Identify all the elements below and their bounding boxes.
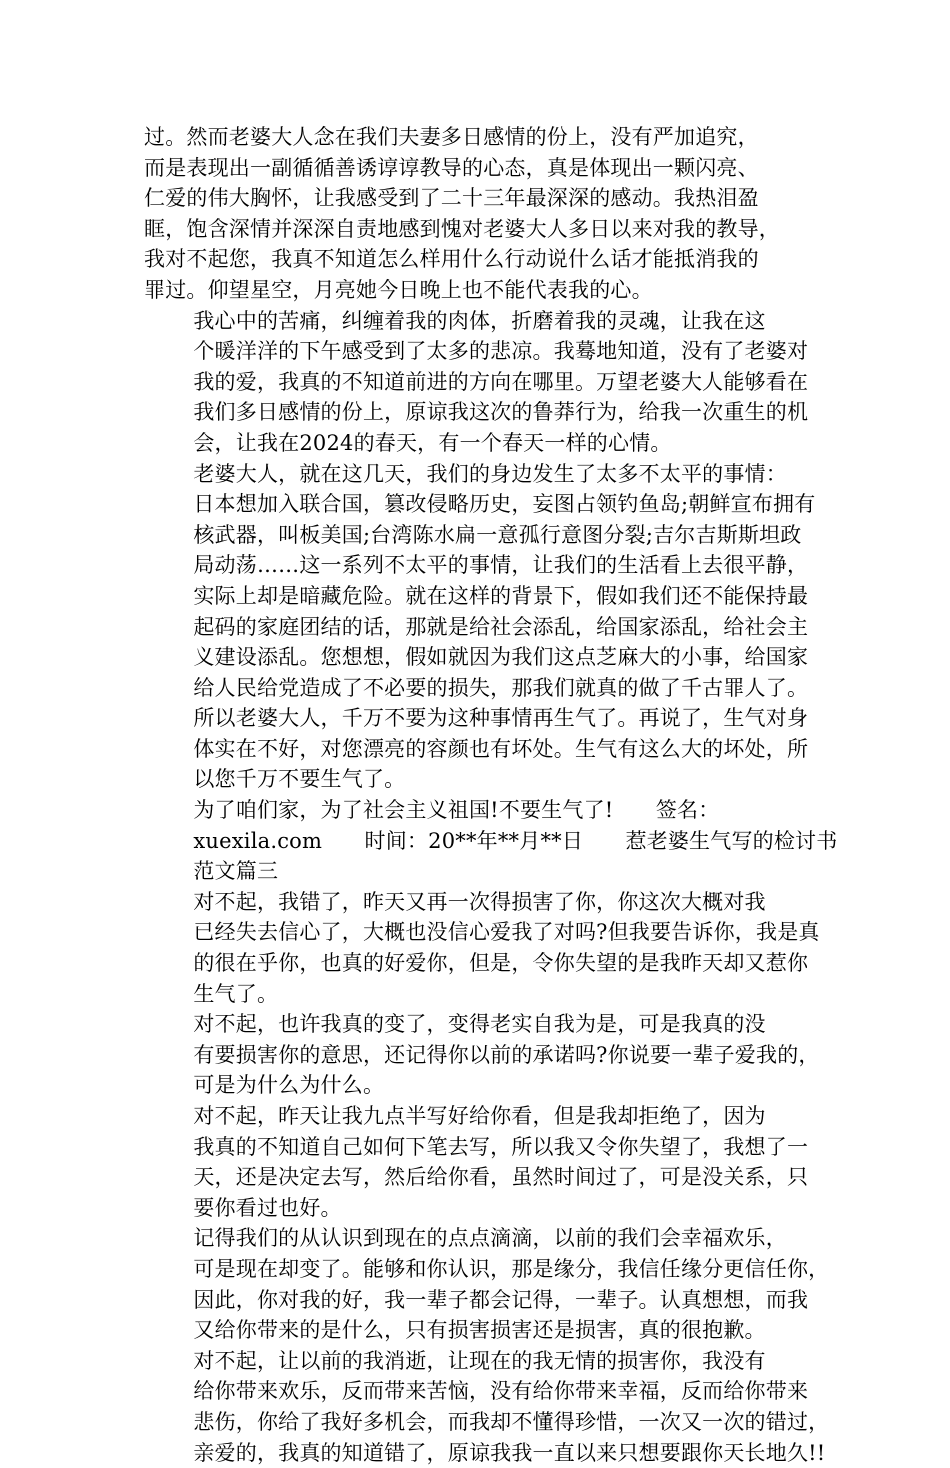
text-line: 对不起，我错了，昨天又再一次得损害了你，你这次大概对我 [193, 889, 766, 914]
text-line: 局动荡……这一系列不太平的事情，让我们的生活看上去很平静， [193, 553, 809, 578]
paragraph [144, 459, 834, 796]
text-line: 对不起，昨天让我九点半写好给你看，但是我却拒绝了，因为 [193, 1104, 766, 1128]
paragraph [144, 122, 834, 306]
text-line: 已经失去信心了，大概也没信心爱我了对吗?但我要告诉你，我是真 [193, 920, 820, 945]
text-line: xuexila.com 时间：20**年**月**日 惹老婆生气写的检讨书 [193, 828, 838, 853]
text-line: 天，还是决定去写，然后给你看，虽然时间过了，可是没关系，只 [193, 1165, 809, 1190]
text-line: 对不起，也许我真的变了，变得老实自我为是，可是我真的没 [193, 1012, 766, 1037]
text-line: 老婆大人，就在这几天，我们的身边发生了太多不太平的事情： [193, 461, 787, 486]
text-line: 悲伤，你给了我好多机会，而我却不懂得珍惜，一次又一次的错过， [193, 1409, 830, 1434]
paragraph [144, 1223, 834, 1345]
text-line: 为了咱们家，为了社会主义祖国!不要生气了! 签名： [193, 798, 720, 823]
text-line: 仁爱的伟大胸怀，让我感受到了二十三年最深深的感动。我热泪盈 [144, 186, 759, 211]
text-line: 可是为什么为什么。 [193, 1073, 385, 1098]
text-line: 有要损害你的意思，还记得你以前的承诺吗?你说要一辈子爱我的， [193, 1042, 820, 1067]
text-line: 我对不起您，我真不知道怎么样用什么行动说什么话才能抵消我的 [144, 247, 759, 272]
text-line: 我心中的苦痛，纠缠着我的肉体，折磨着我的灵魂，让我在这 [193, 308, 766, 333]
text-line: 范文篇三 [193, 859, 279, 884]
text-line: 可是现在却变了。能够和你认识，那是缘分，我信任缘分更信任你， [193, 1256, 830, 1281]
text-line: 以您千万不要生气了。 [193, 767, 406, 792]
text-line: 亲爱的，我真的知道错了，原谅我我一直以来只想要跟你天长地久!! [193, 1440, 826, 1465]
text-line: 义建设添乱。您想想，假如就因为我们这点芝麻大的小事，给国家 [193, 645, 809, 670]
text-line: 又给你带来的是什么，只有损害损害还是损害，真的很抱歉。 [193, 1318, 766, 1343]
paragraph [144, 1346, 834, 1468]
text-line: 而是表现出一副循循善诱谆谆教导的心态，真是体现出一颗闪亮、 [144, 155, 759, 180]
paragraph [144, 795, 838, 887]
text-line: 生气了。 [193, 981, 279, 1006]
text-line: 罪过。仰望星空，月亮她今日晚上也不能代表我的心。 [144, 277, 653, 302]
text-line: 要你看过也好。 [193, 1195, 342, 1220]
text-line: 我的爱，我真的不知道前进的方向在哪里。万望老婆大人能够看在 [193, 369, 809, 394]
text-line: 过。然而老婆大人念在我们夫妻多日感情的份上，没有严加追究， [144, 125, 759, 149]
text-line: 会，让我在2024的春天，有一个春天一样的心情。 [193, 430, 672, 455]
paragraph [144, 1009, 834, 1101]
text-line: 我真的不知道自己如何下笔去写，所以我又令你失望了，我想了一 [193, 1134, 809, 1159]
text-line: 因此，你对我的好，我一辈子都会记得，一辈子。认真想想，而我 [193, 1287, 809, 1312]
text-line: 核武器，叫板美国;台湾陈水扁一意孤行意图分裂;吉尔吉斯斯坦政 [193, 522, 802, 547]
text-line: 起码的家庭团结的话，那就是给社会添乱，给国家添乱，给社会主 [193, 614, 809, 639]
paragraph [144, 887, 834, 1009]
text-line: 所以老婆大人，千万不要为这种事情再生气了。再说了，生气对身 [193, 706, 809, 731]
paragraph [144, 1101, 834, 1223]
text-line: 我们多日感情的份上，原谅我这次的鲁莽行为，给我一次重生的机 [193, 400, 809, 425]
text-line: 记得我们的从认识到现在的点点滴滴，以前的我们会幸福欢乐， [193, 1226, 787, 1251]
text-line: 对不起，让以前的我消逝，让现在的我无情的损害你，我没有 [193, 1348, 766, 1373]
text-line: 给人民给党造成了不必要的损失，那我们就真的做了千古罪人了。 [193, 675, 809, 700]
text-line: 实际上却是暗藏危险。就在这样的背景下，假如我们还不能保持最 [193, 583, 809, 608]
text-line: 眶，饱含深情并深深自责地感到愧对老婆大人多日以来对我的教导， [144, 216, 780, 241]
text-line: 日本想加入联合国，篡改侵略历史，妄图占领钓鱼岛;朝鲜宣布拥有 [193, 492, 816, 517]
text-line: 体实在不好，对您漂亮的容颜也有坏处。生气有这么大的坏处，所 [193, 736, 809, 761]
text-line: 的很在乎你，也真的好爱你，但是，令你失望的是我昨天却又惹你 [193, 951, 809, 976]
paragraph [144, 306, 834, 459]
text-line: 给你带来欢乐，反而带来苦恼，没有给你带来幸福，反而给你带来 [193, 1379, 809, 1404]
document-body [144, 122, 838, 1468]
text-line: 个暖洋洋的下午感受到了太多的悲凉。我蓦地知道，没有了老婆对 [193, 339, 809, 364]
